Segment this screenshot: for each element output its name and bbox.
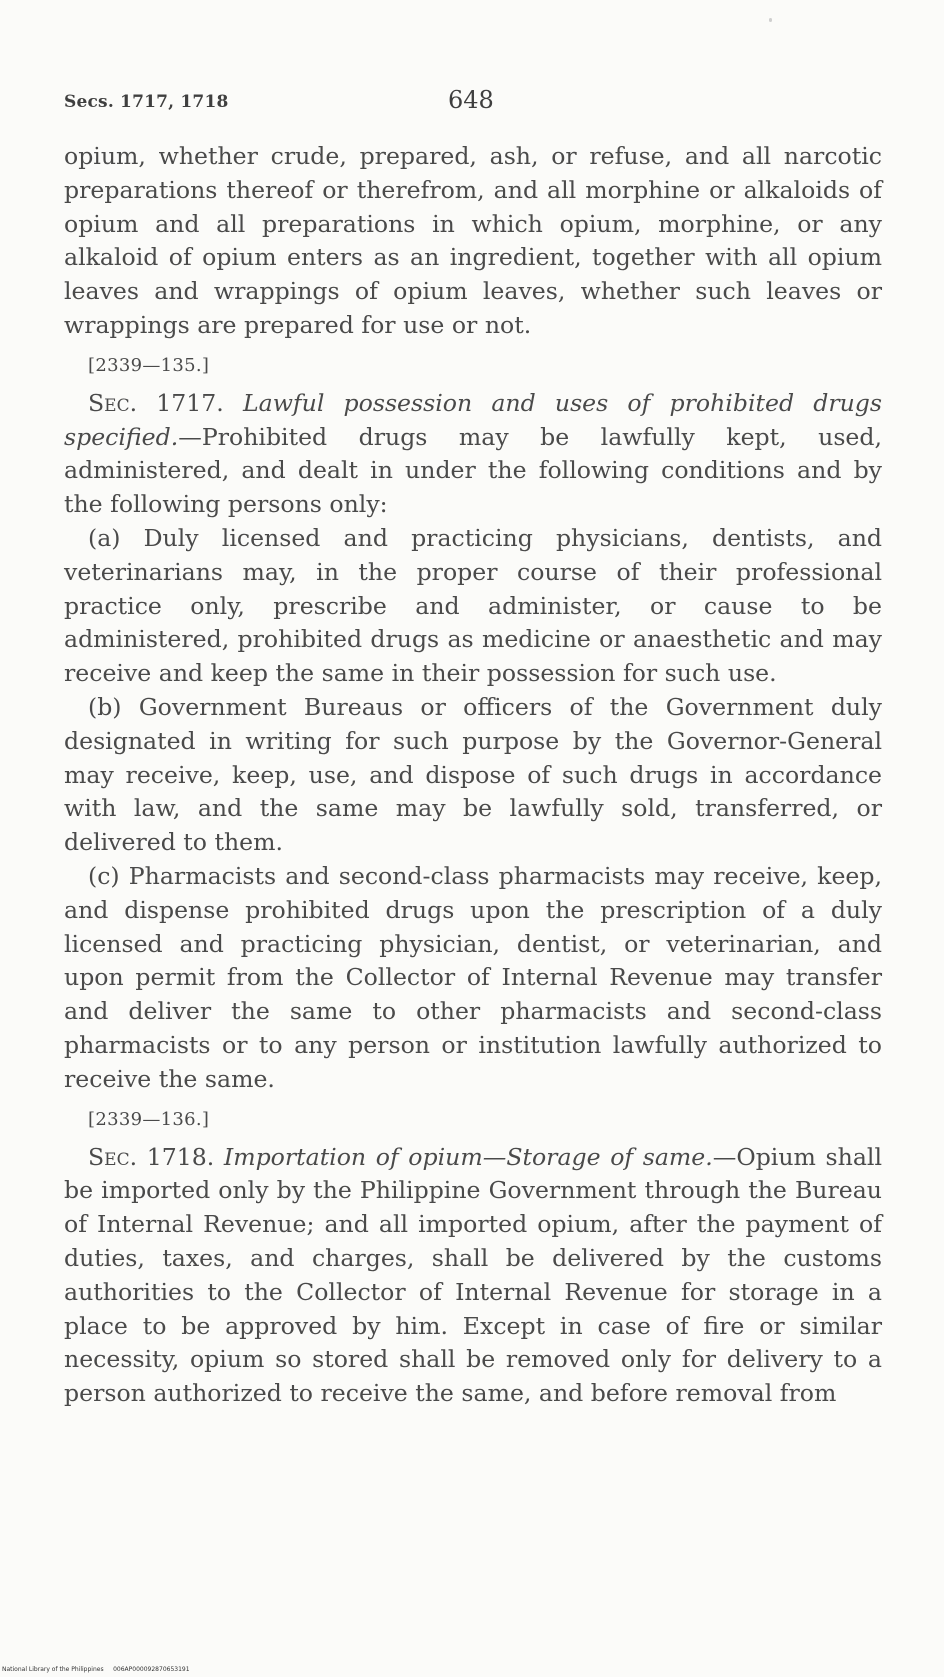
section-intro: —Prohibited drugs may be lawfully kept, used, administered, and dealt in under the following conditions and by the following persons only: bbox=[64, 422, 882, 519]
section-1718-heading bbox=[64, 1141, 882, 1411]
scan-speck bbox=[769, 18, 772, 22]
continuation-paragraph: opium, whether crude, prepared, ash, or refuse, and all narcotic preparations thereof or therefrom, and all morphine or alkaloids of opium and all preparations in which opium, morphine, or any alkaloid of opium enters as an ingredient, together with all opium leaves and wrappings of opium leaves, whether such leaves or wrappings are prepared for use or not. bbox=[64, 142, 882, 339]
section-intro: —Opium shall be imported only by the Philippine Government through the Bureau of Internal Revenue; and all imported opium, after the payment of duties, taxes, and charges, shall be delivered by the customs authorities to the Collector of Internal Revenue for storage in a place to be approved by him. Except in case of fire or similar necessity, opium so stored shall be removed only for delivery to a person authorized to receive the same, and before removal from bbox=[64, 1142, 882, 1408]
section-1717-heading bbox=[64, 387, 882, 522]
subparagraph-marker: (a) bbox=[88, 523, 121, 552]
subparagraph-marker: (c) bbox=[88, 861, 120, 890]
subparagraph-b bbox=[64, 691, 882, 860]
section-catchline: Lawful possession and uses of prohibited drugs specified. bbox=[64, 388, 883, 451]
section-label: Sec. 1718. bbox=[88, 1142, 215, 1171]
section-label: Sec. 1717. bbox=[88, 388, 224, 417]
subparagraph-a bbox=[64, 522, 882, 691]
body-text bbox=[64, 140, 882, 1411]
subparagraph-text: Pharmacists and second-class pharmacists may receive, keep, and dispense prohibited drugs upon the prescription of a duly licensed and practicing physician, dentist, or veterinarian, and upon permit from the Collector of Internal Revenue may transfer and deliver the same to other pharmacists and second-class pharmacists or to any person or institution lawfully authorized to receive the same. bbox=[64, 861, 883, 1093]
citation-1717: [2339—135.] bbox=[88, 354, 210, 376]
subparagraph-text: Government Bureaus or officers of the Government duly designated in writing for such purpose by the Governor-General may receive, keep, use, and dispose of such drugs in accordance with law, and the same may be lawfully sold, transferred, or delivered to them. bbox=[64, 692, 882, 857]
subparagraph-c bbox=[64, 860, 882, 1097]
page-number: 648 bbox=[448, 86, 494, 114]
page-header bbox=[62, 86, 882, 126]
section-reference: Secs. 1717, 1718 bbox=[64, 92, 229, 112]
subparagraph-text: Duly licensed and practicing physicians, dentists, and veterinarians may, in the proper course of their professional practice only, prescribe and administer, or cause to be administered, prohibited drugs as medicine or anaesthetic and may receive and keep the same in their possession for such use. bbox=[64, 523, 883, 688]
scan-footer: National Library of the Philippines 006AP000092870653191 bbox=[2, 1666, 190, 1673]
citation-1718: [2339—136.] bbox=[88, 1108, 210, 1130]
subparagraph-marker: (b) bbox=[88, 692, 122, 721]
section-catchline: Importation of opium—Storage of same. bbox=[223, 1142, 713, 1171]
